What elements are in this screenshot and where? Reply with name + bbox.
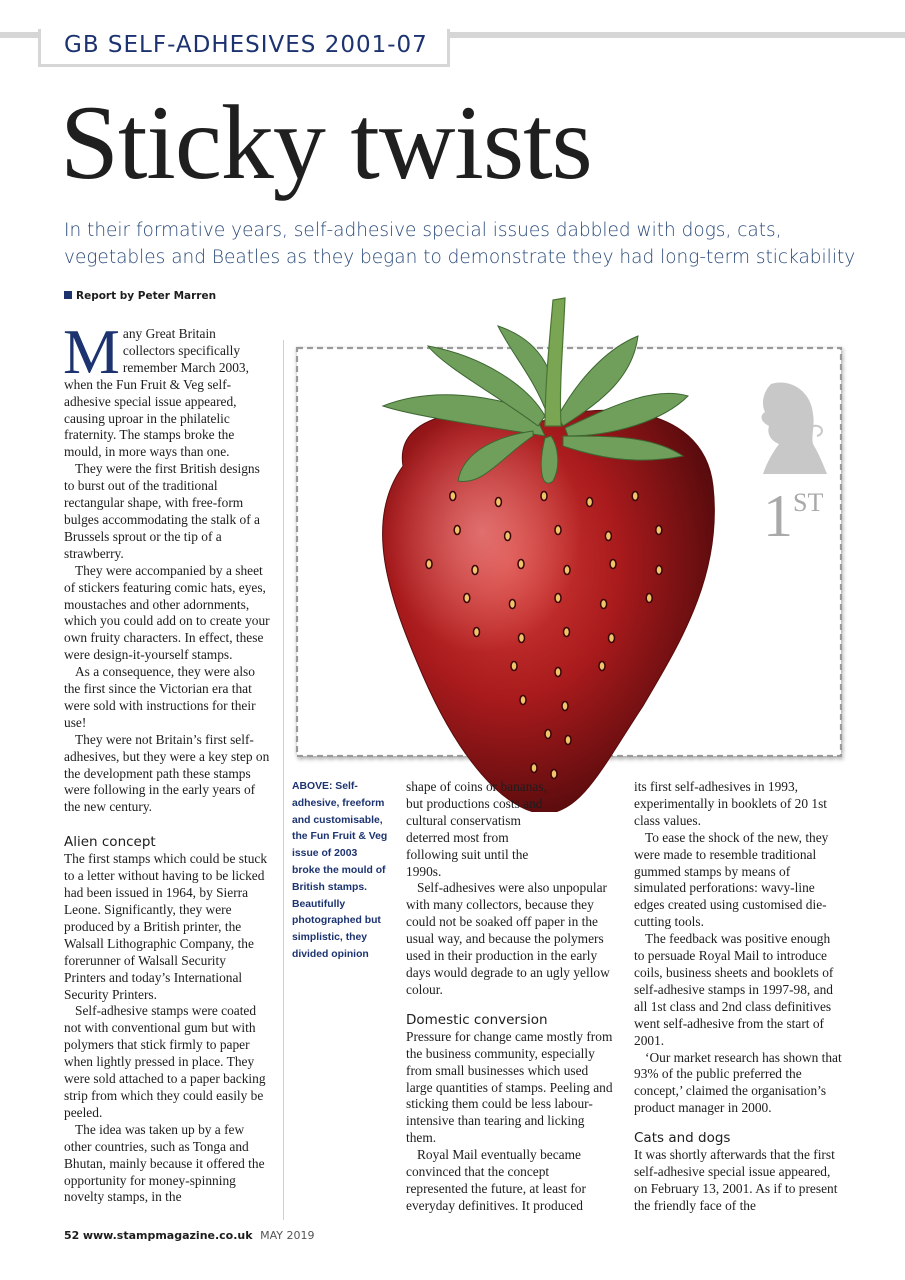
seed [541, 492, 547, 501]
seed [472, 566, 478, 575]
subheading-cats-and-dogs: Cats and dogs [634, 1130, 731, 1147]
seed [564, 566, 570, 575]
seed [605, 532, 611, 541]
seed [587, 498, 593, 507]
article-column-1 [63, 316, 270, 1206]
seed [551, 770, 557, 779]
section-kicker: GB SELF-ADHESIVES 2001-07 [64, 32, 428, 58]
paragraph-intro [63, 316, 270, 461]
paragraph [406, 779, 614, 880]
paragraph: They were accompanied by a sheet of stickers featuring comic hats, eyes, moustaches and other adornments, which you could add on to create your own fruity characters. In effect, these were design-it-yourself stamps. [64, 562, 270, 663]
seed [519, 634, 525, 643]
paragraph: Royal Mail eventually became convinced that the concept represented the future, at least for everyday definitives. It produced [406, 1147, 586, 1213]
stamp-value-number: 1 [763, 483, 793, 549]
seed [610, 560, 616, 569]
seed [646, 594, 652, 603]
photo-caption: ABOVE: Self-adhesive, freeform and customisable, the Fun Fruit & Veg issue of 2003 broke the mould of British stamps. Beautifully photographed but simplistic, they divided opinion [292, 781, 388, 960]
byline [64, 290, 216, 302]
seed [555, 526, 561, 535]
paragraph: Pressure for change came mostly from the business community, especially from small businesses which used large quantities of stamps. Peeling and sticking them could be less labour-intensive than tearing and licking them. [406, 1028, 613, 1146]
seed [450, 492, 456, 501]
paragraph: its first self-adhesives in 1993, experimentally in booklets of 20 1st class values. [634, 779, 828, 828]
seed [565, 736, 571, 745]
seed [531, 764, 537, 773]
standfirst: In their formative years, self-adhesive special issues dabbled with dogs, cats, vegetables and Beatles as they began to demonstrate they had long-term stickability [64, 220, 856, 268]
paragraph: They were not Britain’s first self-adhesives, but they were a key step on the development path these stamps were following in the early years of the new century. [64, 731, 270, 815]
seed [564, 628, 570, 637]
seed [505, 532, 511, 541]
seed [656, 526, 662, 535]
paragraph: The idea was taken up by a few other countries, such as Tonga and Bhutan, mainly because it offered the opportunity for money-spinning novelty stamps, in the [64, 1121, 265, 1205]
paragraph: It was shortly afterwards that the first self-adhesive special issue appeared, on February 13, 2001. As if to present the friendly face of the [634, 1147, 838, 1213]
seed [599, 662, 605, 671]
seed [426, 560, 432, 569]
issue-date: MAY 2019 [260, 1229, 315, 1242]
seed [632, 492, 638, 501]
seed [555, 668, 561, 677]
seed [656, 566, 662, 575]
seed [474, 628, 480, 637]
paragraph-text: shape of coins or bananas, but productions costs and cultural conservatism deterred most from following suit until the 1990s. [406, 779, 547, 879]
drop-cap: M [63, 316, 120, 387]
seed [520, 696, 526, 705]
paragraph: As a consequence, they were also the first since the Victorian era that were sold with instructions for their use! [64, 664, 256, 730]
byline-text: Report by Peter Marren [76, 290, 217, 302]
paragraph: To ease the shock of the new, they were made to resemble traditional gummed stamps by means of simulated perforations: wavy-line edges created using customised die-cutting tools. [634, 829, 829, 930]
page-number: 52 [64, 1229, 80, 1242]
paragraph: They were the first British designs to burst out of the traditional rectangular shape, with free-form bulges accommodating the stalk of a Brussels sprout or the tip of a strawberry. [64, 461, 260, 561]
stamp-svg [283, 286, 847, 812]
headline: Sticky twists [60, 84, 592, 201]
seed [464, 594, 470, 603]
paragraph-intro-text: any Great Britain collectors specifically remember March 2003, when the Fun Fruit & Veg self-adhesive special issue appeared, causing uproar in the philatelic fraternity. The stamps broke the mould, in more ways than one. [64, 326, 249, 460]
stamp-value-suffix: ST [793, 488, 824, 517]
paragraph: Self-adhesive stamps were coated not with conventional gum but with polymers that stick firmly to paper when lightly pressed in place. They were sold attached to a paper backing strip from which they could easily be peeled. [64, 1003, 266, 1120]
seed [609, 634, 615, 643]
paragraph: Self-adhesives were also unpopular with many collectors, because they could not be soaked off paper in the usual way, and because the polymers used in their production in the early days would degrade to an ugly yellow colour. [406, 880, 610, 997]
article-column-3 [634, 779, 842, 1215]
page-footer [64, 1229, 314, 1242]
paragraph: The feedback was positive enough to persuade Royal Mail to introduce coils, business sheets and booklets of self-adhesive stamps in 1997-98, and all 1st class and 2nd class definitives went self-adhesive from the start of 2001. [634, 931, 834, 1048]
column-rule [283, 340, 284, 1220]
seed [545, 730, 551, 739]
seed [495, 498, 501, 507]
seed [511, 662, 517, 671]
seed [454, 526, 460, 535]
seed [555, 594, 561, 603]
seed [518, 560, 524, 569]
seed [562, 702, 568, 711]
paragraph: ‘Our market research has shown that 93% of the public preferred the concept,’ claimed the organisation’s product manager in 2000. [634, 1049, 842, 1116]
byline-square-icon [64, 291, 72, 299]
article-column-2 [406, 779, 614, 1215]
stamp-value [763, 483, 824, 549]
seed [601, 600, 607, 609]
subheading-domestic-conversion: Domestic conversion [406, 1011, 548, 1028]
subheading-alien-concept: Alien concept [64, 834, 156, 851]
stamp-illustration [283, 286, 847, 812]
paragraph: The first stamps which could be stuck to a letter without having to be licked had been issued in 1964, by Sierra Leone. Significantly, they were produced by a British printer, the Walsall Lithographic Company, the forerunner of Walsall Security Printers and today’s International Security Printers. [64, 851, 268, 1002]
site-url: www.stampmagazine.co.uk [82, 1229, 253, 1242]
seed [509, 600, 515, 609]
